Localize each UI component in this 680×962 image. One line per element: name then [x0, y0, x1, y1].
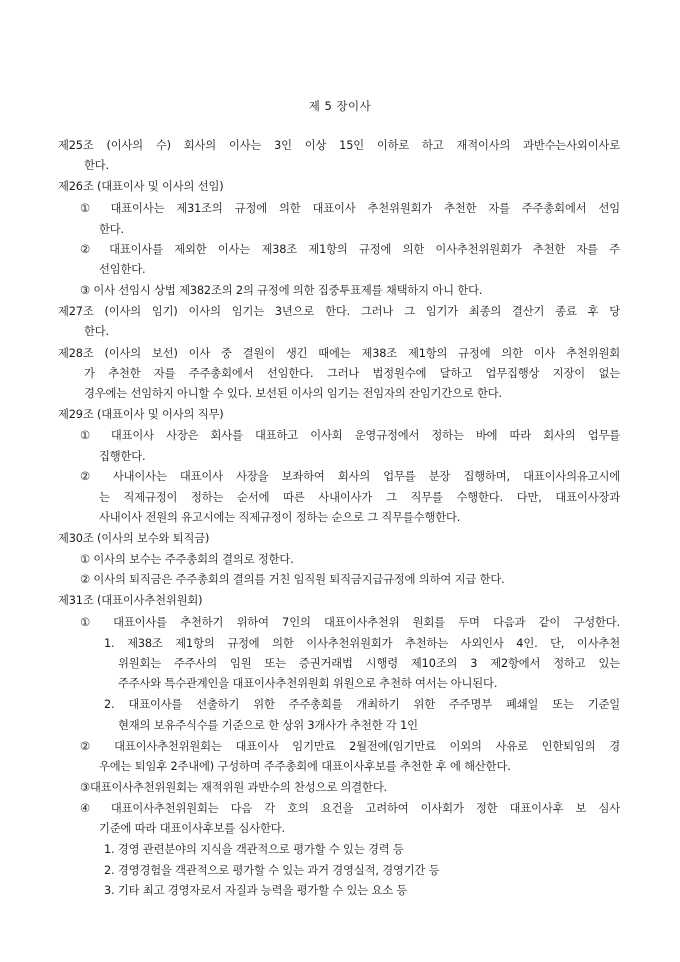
- text-line: 집행한다.: [99, 450, 146, 463]
- text-line: 제27조 (이사의 임기) 이사의 임기는 3년으로 한다. 그러나 그 임기가 최종의 결산기 종료 후 당: [58, 305, 620, 318]
- text-line: ④ 대표이사추천위원회는 다음 각 호의 요건을 고려하여 이사회가 정한 대표이사후 보 심사: [80, 802, 620, 815]
- text-line: 제28조 (이사의 보선) 이사 중 결원이 생긴 때에는 제38조 제1항의 규정에 의한 이사 추천위원회: [58, 347, 620, 360]
- text-line: 현재의 보유주식수를 기준으로 한 상위 3개사가 추천한 각 1인: [118, 719, 418, 732]
- text-line: ① 대표이사는 제31조의 규정에 의한 대표이사 추천위원회가 추천한 자를 주주총회에서 선임: [80, 202, 620, 215]
- text-line: ② 대표이사추천위원회는 대표이사 임기만료 2월전에(임기만료 이외의 사유로 인한퇴임의 경: [80, 740, 620, 753]
- text-line: 3. 기타 최고 경영자로서 자질과 능력을 평가할 수 있는 요소 등: [104, 884, 408, 897]
- text-line: 경우에는 선임하지 아니할 수 있다. 보선된 이사의 임기는 전임자의 잔임기간으로 한다.: [84, 387, 502, 400]
- text-line: 우에는 퇴임후 2주내에) 구성하며 주주총회에 대표이사후보를 추천한 후 에 해산한다.: [99, 760, 511, 773]
- text-line: ③대표이사추천위원회는 재적위원 과반수의 찬성으로 의결한다.: [80, 781, 388, 794]
- text-line: 제29조 (대표이사 및 이사의 직무): [58, 408, 224, 421]
- text-line: 선임한다.: [99, 263, 146, 276]
- chapter-title: 제 5 장이사: [308, 99, 372, 113]
- text-line: ① 이사의 보수는 주주총회의 결의로 정한다.: [80, 553, 294, 566]
- text-line: 제25조 (이사의 수) 회사의 이사는 3인 이상 15인 이하로 하고 재적이사의 과반수는사외이사로: [58, 139, 620, 152]
- text-line: ② 대표이사를 제외한 이사는 제38조 제1항의 규정에 의한 이사추천위원회가 추천한 자를 주: [80, 243, 620, 256]
- text-line: ① 대표이사 사장은 회사를 대표하고 이사회 운영규정에서 정하는 바에 따라 회사의 업무를: [80, 429, 620, 442]
- text-line: ② 사내이사는 대표이사 사장을 보좌하여 회사의 업무를 분장 집행하며, 대표이사의유고시에: [80, 470, 620, 483]
- text-line: 가 추천한 자를 주주총회에서 선임한다. 그러나 법정원수에 달하고 업무집행상 지장이 없는: [84, 367, 620, 380]
- text-line: 기준에 따라 대표이사후보를 심사한다.: [99, 822, 285, 835]
- text-line: 1. 경영 관련분야의 지식을 객관적으로 평가할 수 있는 경력 등: [104, 843, 404, 856]
- text-line: 는 직제규정이 정하는 순서에 따른 사내이사가 그 직무를 수행한다. 다만, 대표이사장과: [99, 491, 620, 504]
- text-line: 제31조 (대표이사추천위원회): [58, 594, 203, 607]
- text-line: 제26조 (대표이사 및 이사의 선임): [58, 180, 224, 193]
- text-line: 한다.: [84, 325, 109, 338]
- text-line: 제30조 (이사의 보수와 퇴직금): [58, 532, 210, 545]
- text-line: ② 이사의 퇴직금은 주주총회의 결의를 거친 임직원 퇴직금지급규정에 의하여 지급 한다.: [80, 573, 505, 586]
- text-line: 위원회는 주주사의 임원 또는 증권거래법 시행령 제10조의 3 제2항에서 정하고 있는: [118, 657, 620, 670]
- text-line: 1. 제38조 제1항의 규정에 의한 이사추천위원회가 추천하는 사외인사 4인. 단, 이사추천: [104, 637, 620, 650]
- text-line: 한다.: [84, 159, 109, 172]
- text-line: 2. 경영경험을 객관적으로 평가할 수 있는 과거 경영실적, 경영기간 등: [104, 864, 440, 877]
- text-line: ① 대표이사를 추천하기 위하여 7인의 대표이사추천위 원회를 두며 다음과 같이 구성한다.: [80, 616, 620, 629]
- text-line: 사내이사 전원의 유고시에는 직제규정이 정하는 순으로 그 직무를수행한다.: [99, 511, 461, 524]
- text-line: 한다.: [99, 223, 124, 236]
- text-line: ③ 이사 선임시 상법 제382조의 2의 규정에 의한 집중투표제를 채택하지 아니 한다.: [80, 284, 483, 297]
- text-line: 2. 대표이사를 선출하기 위한 주주총회를 개최하기 위한 주주명부 폐쇄일 또는 기준일: [104, 698, 620, 711]
- text-line: 주주사와 특수관계인을 대표이사추천위원회 위원으로 추천하 여서는 아니된다.: [118, 677, 498, 690]
